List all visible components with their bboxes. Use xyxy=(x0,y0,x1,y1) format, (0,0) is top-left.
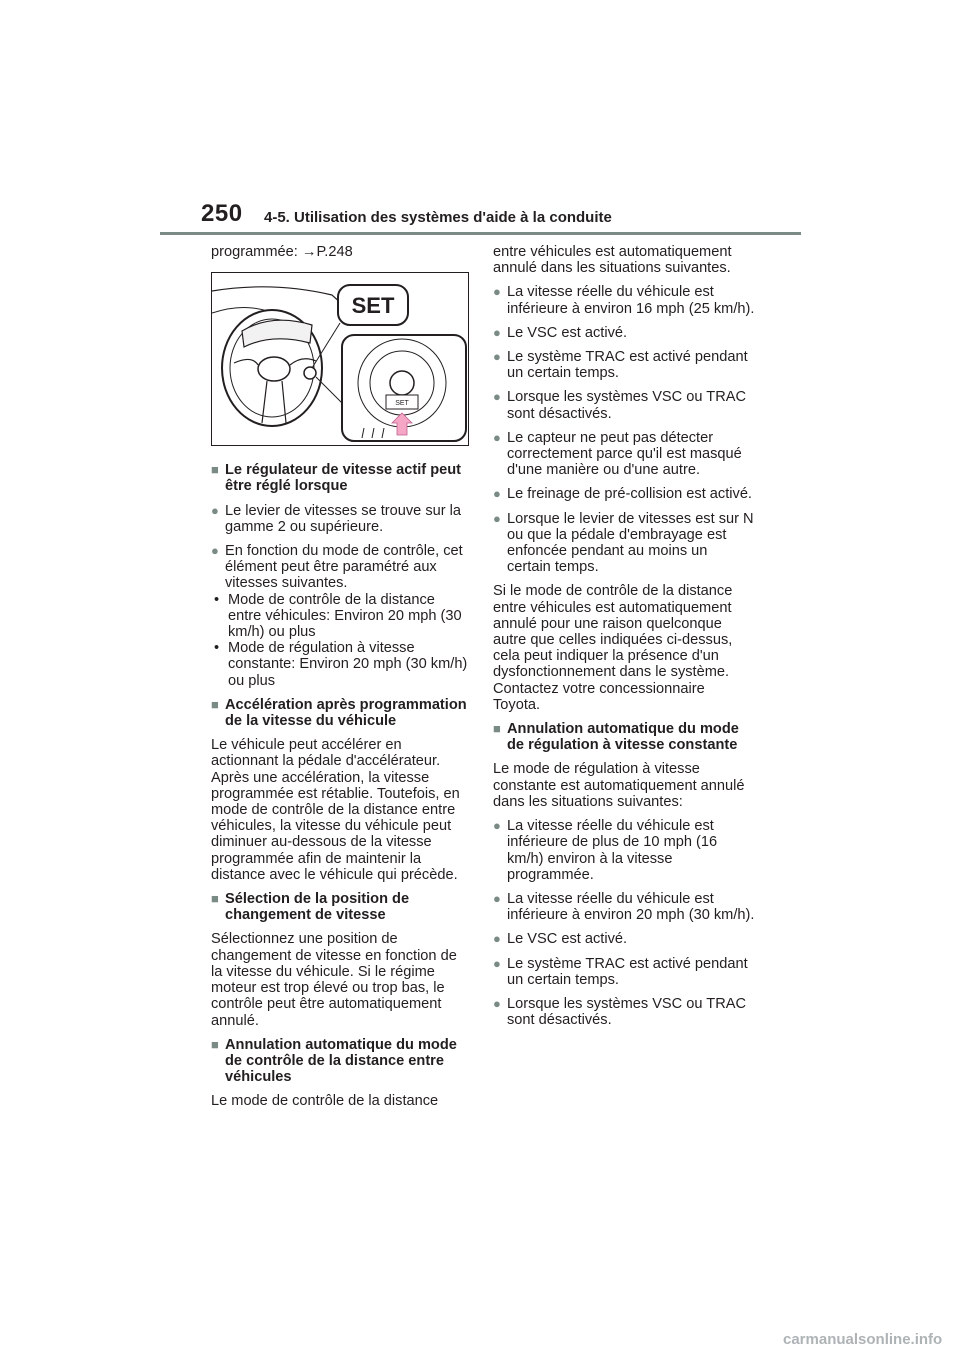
dot-bullet-icon: ● xyxy=(211,543,219,559)
dot-bullet-icon: ● xyxy=(493,890,501,906)
set-button-label: SET xyxy=(395,400,409,408)
list-item: ● Le levier de vitesses se trouve sur la gamme 2 ou supérieure. xyxy=(211,502,462,535)
list-item: ● Le VSC est activé. xyxy=(493,931,628,948)
square-bullet-icon: ■ xyxy=(493,721,501,737)
page-reference: P.248 xyxy=(316,244,353,260)
left-column xyxy=(211,244,469,1118)
list-item: ● En fonction du mode de contrôle, cet élément peut être paramétré aux vitesses suivantes. xyxy=(211,543,463,592)
section-heading: ■ Sélection de la position de changement de vitesse xyxy=(211,891,410,924)
header-divider xyxy=(160,232,801,235)
section-heading: ■ Annulation automatique du mode de contrôle de la distance entre véhicules xyxy=(211,1036,457,1086)
list-item: ● La vitesse réelle du véhicule est inférieure à environ 20 mph (30 km/h). xyxy=(493,890,755,924)
ref-arrow-icon: → xyxy=(301,244,317,260)
body-paragraph: entre véhicules est automatiquement annulé dans les situations suivantes. xyxy=(493,244,732,277)
steering-wheel-figure xyxy=(211,272,469,446)
dot-bullet-icon: ● xyxy=(493,324,501,340)
list-item: ● Le capteur ne peut pas détecter correctement parce qu'il est masqué d'une manière ou d'une autre. xyxy=(493,429,742,479)
list-item: ● Lorsque les systèmes VSC ou TRAC sont désactivés. xyxy=(493,995,747,1029)
intro-line xyxy=(211,244,469,260)
dot-bullet-icon: ● xyxy=(493,955,501,971)
dot-bullet-icon: ● xyxy=(493,429,501,445)
list-item: ● Le VSC est activé. xyxy=(493,324,628,341)
section-heading: ■ Accélération après programmation de la vitesse du véhicule xyxy=(211,696,467,730)
set-callout-label: SET xyxy=(351,293,395,319)
watermark: carmanualsonline.info xyxy=(783,1331,943,1348)
list-item: ● Le freinage de pré-collision est activé. xyxy=(493,486,752,503)
dot-bullet-icon: ● xyxy=(493,284,501,300)
sub-list-item: • Mode de contrôle de la distance entre véhicules: Environ 20 mph (30 km/h) ou plus xyxy=(214,591,462,641)
section-heading: ■ Le régulateur de vitesse actif peut être réglé lorsque xyxy=(211,462,462,495)
dot-bullet-icon: ● xyxy=(493,349,501,365)
dot-bullet-icon: ● xyxy=(211,502,219,518)
right-column xyxy=(493,244,755,1036)
list-item: ● La vitesse réelle du véhicule est inférieure à environ 16 mph (25 km/h). xyxy=(493,284,755,317)
page-number: 250 xyxy=(201,200,243,227)
steering-wheel-illustration xyxy=(212,273,468,445)
square-bullet-icon: ■ xyxy=(211,891,219,907)
sub-list-item: • Mode de régulation à vitesse constante: Environ 20 mph (30 km/h) ou plus xyxy=(214,640,468,689)
sub-list xyxy=(211,592,469,689)
square-bullet-icon: ■ xyxy=(211,696,219,712)
body-paragraph: Le mode de régulation à vitesse constante est automatiquement annulé dans les situations suivantes: xyxy=(493,761,745,810)
body-paragraph: Si le mode de contrôle de la distance entre véhicules est automatiquement annulé pour une raison quelconque autre que celles indiquées ci-dessus, cela peut indiquer la présence d'un dysfonctionnement dans le système. Contactez votre concessionnaire Toyota. xyxy=(493,583,733,713)
body-paragraph: Sélectionnez une position de changement de vitesse en fonction de la vitesse du véhicule. Si le régime moteur est trop élevé ou trop bas, le contrôle peut être automatiquement annulé. xyxy=(211,931,457,1029)
body-paragraph: Le véhicule peut accélérer en actionnant la pédale d'accélérateur. Après une accélération, la vitesse programmée est rétablie. Toutefois, en mode de contrôle de la distance entre véhicules, la vitesse du véhicule peut diminuer au-dessous de la vitesse programmée afin de maintenir la distance avec le véhicule qui précède. xyxy=(211,737,460,883)
dot-bullet-icon: ● xyxy=(493,389,501,405)
dot-bullet-icon: ● xyxy=(493,818,501,834)
square-bullet-icon: ■ xyxy=(211,462,219,478)
intro-text: programmée: xyxy=(211,244,302,260)
list-item: ● Lorsque le levier de vitesses est sur N ou que la pédale d'embrayage est enfoncée pendant au moins un certain temps. xyxy=(493,510,754,576)
list-item: ● Le système TRAC est activé pendant un certain temps. xyxy=(493,349,748,382)
list-item: ● Lorsque les systèmes VSC ou TRAC sont désactivés. xyxy=(493,389,747,422)
section-title: 4-5. Utilisation des systèmes d'aide à la conduite xyxy=(264,209,612,226)
list-item: ● La vitesse réelle du véhicule est inférieure de plus de 10 mph (16 km/h) environ à la vitesse programmée. xyxy=(493,818,718,883)
square-bullet-icon: ■ xyxy=(211,1036,219,1052)
dot-bullet-icon: ● xyxy=(493,995,501,1011)
section-heading: ■ Annulation automatique du mode de régulation à vitesse constante xyxy=(493,721,739,754)
dot-bullet-icon: ● xyxy=(493,486,501,502)
dot-bullet-icon: ● xyxy=(493,510,501,526)
dot-bullet-icon: ● xyxy=(493,931,501,947)
body-paragraph: Le mode de contrôle de la distance xyxy=(211,1093,439,1110)
list-item: ● Le système TRAC est activé pendant un certain temps. xyxy=(493,955,748,988)
